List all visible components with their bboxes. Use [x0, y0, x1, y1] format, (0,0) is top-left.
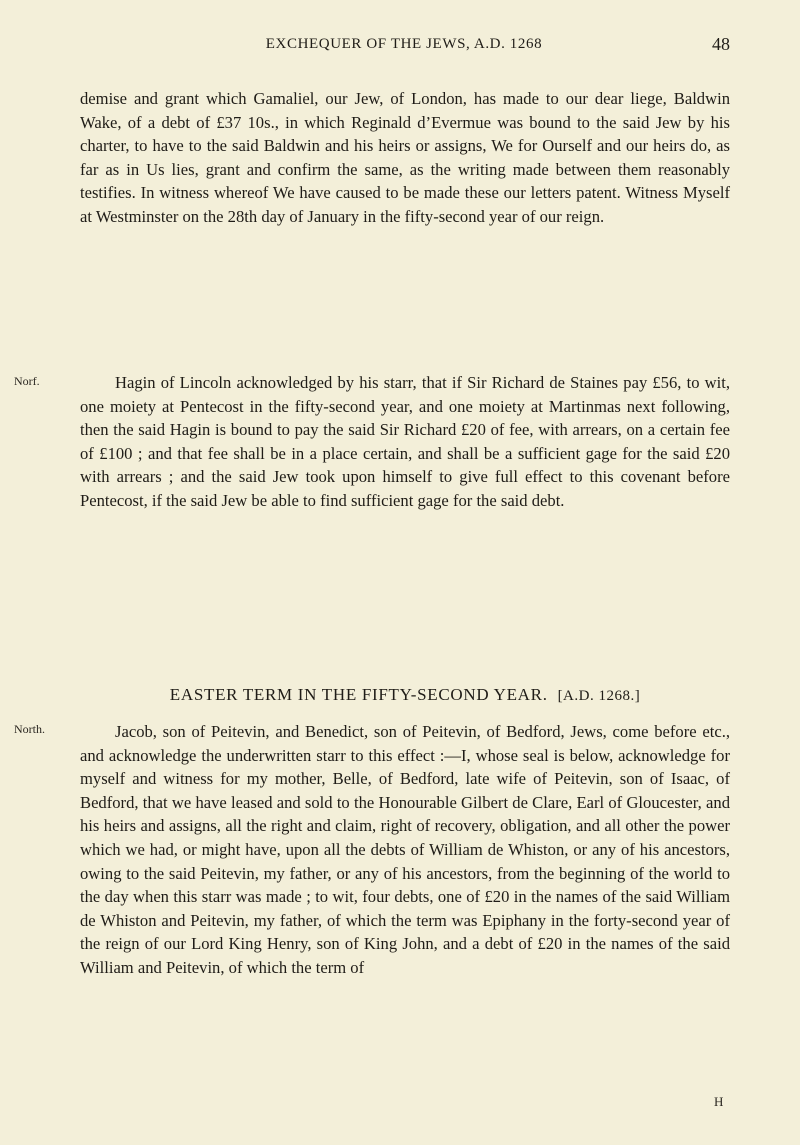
page-header [78, 36, 730, 62]
paragraph-jacob-son-of-peitevin: Jacob, son of Peitevin, and Benedict, son of Peitevin, of Bedford, Jews, come before etc., and acknowledge the underwritten starr to this effect :—I, whose seal is below, acknowledge for myself and witness for my mother, Belle, of Bedford, late wife of Peitevin, son of Isaac, of Bedford, that we have leased and sold to the Honourable Gilbert de Clare, Earl of Gloucester, and his heirs and assigns, all the right and claim, right of recovery, obligation, and all other the power which we had, or might have, upon all the debts of William de Whiston, or any of his ancestors, owing to the said Peitevin, my father, or any of his ancestors, from the beginning of the world to the day when this starr was made ; to wit, four debts, one of £20 in the names of the said William de Whiston and Peitevin, my father, of which the term was Epiphany in the forty-second year of the reign of our Lord King Henry, son of King John, and a debt of £20 in the names of the said William and Peitevin, of which the term of [80, 722, 730, 977]
page-number: 48 [712, 34, 730, 54]
section-date-note: [A.D. 1268.] [557, 688, 641, 704]
paragraph-demise-grant: demise and grant which Gamaliel, our Jew, of London, has made to our dear liege, Baldwin Wake, of a debt of £37 10s., in which Reginald d’Evermue was bound to the said Jew by his charter, to have to the said Baldwin and his heirs or assigns, We for Ourself and our heirs do, as far as in Us lies, grant and confirm the same, as the writing made between them reasonably testifies. In witness whereof We have caused to be made these our letters patent. Witness Myself at Westminster on the 28th day of January in the fifty-second year of our reign. [80, 89, 730, 226]
margin-note-norf: Norf. [14, 374, 40, 388]
signature-mark: H [714, 1094, 724, 1109]
section-heading-text: EASTER TERM IN THE FIFTY-SECOND YEAR. [169, 685, 548, 704]
margin-note-north: North. [14, 722, 45, 736]
paragraph-hagin-of-lincoln: Hagin of Lincoln acknowledged by his starr, that if Sir Richard de Staines pay £56, to wit, one moiety at Pentecost in the fifty-second year, and one moiety at Martinmas next following, then the said Hagin is bound to pay the said Sir Richard £20 of fee, with arrears, on a certain fee of £100 ; and that fee shall be in a place certain, and shall be a sufficient gage for the said £20 with arrears ; and the said Jew took upon himself to give full effect to this covenant before Pentecost, if the said Jew be able to find sufficient gage for the said debt. [80, 373, 730, 510]
section-heading [80, 685, 730, 705]
running-title: EXCHEQUER OF THE JEWS, A.D. 1268 [265, 36, 543, 52]
